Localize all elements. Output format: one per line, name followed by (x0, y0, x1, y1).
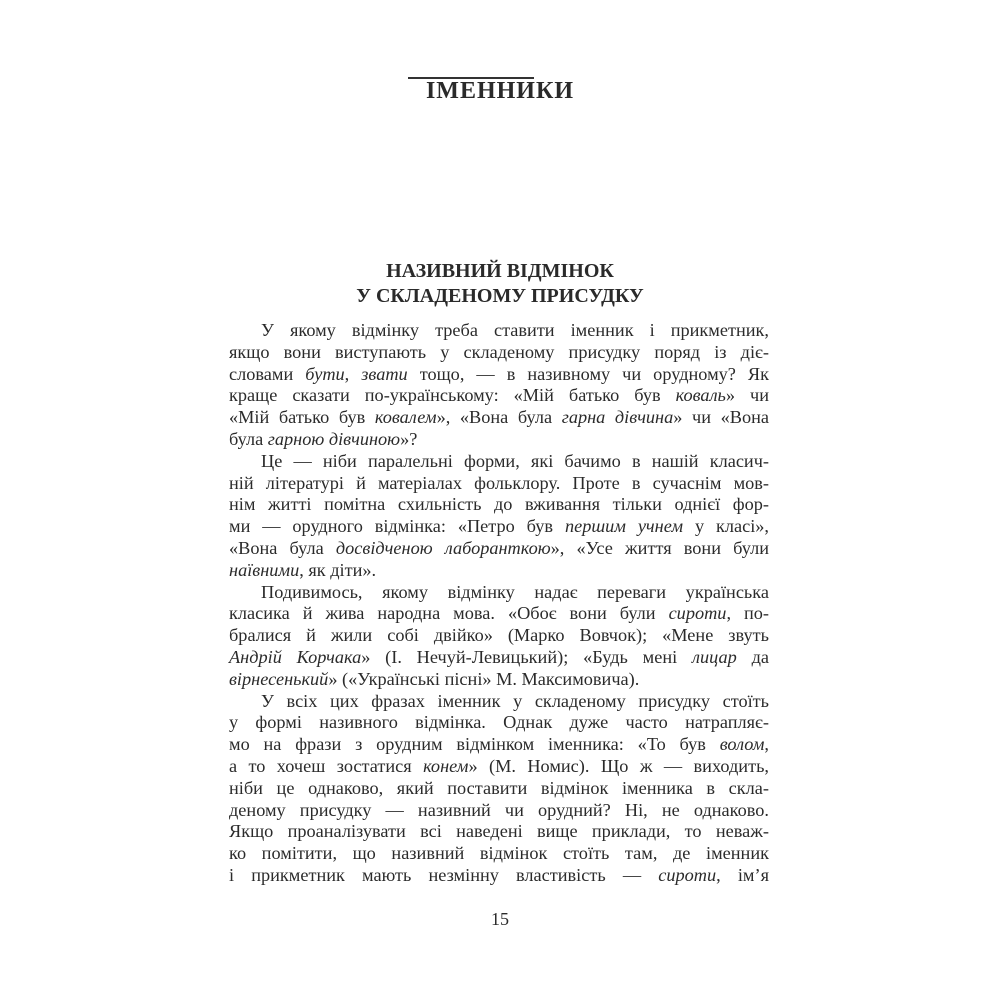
text-line (229, 669, 769, 691)
paragraph (229, 582, 769, 691)
italic-example: вірнесенький (229, 668, 329, 689)
text-span: , як діти». (299, 559, 377, 580)
text-span: «Мій батько був (229, 407, 375, 428)
italic-example: наївними (229, 559, 300, 580)
text-span: » (І. Нечуй-Левицький); «Будь мені (361, 646, 693, 667)
chapter-title: ІМЕННИКИ (425, 78, 575, 104)
text-span: якщо вони виступають у складеному присудку поряд із діє- (229, 341, 769, 362)
italic-example: гарна дівчина (561, 407, 674, 428)
text-line (229, 385, 769, 407)
italic-example: гарною дівчиною (267, 428, 401, 449)
body-text (229, 320, 769, 887)
text-line (229, 429, 769, 451)
section-title-line-1: НАЗИВНИЙ ВІДМІНОК (386, 260, 614, 282)
paragraph (229, 451, 769, 582)
text-span: а то хочеш зостатися (229, 755, 424, 776)
text-line (229, 843, 769, 865)
text-span: тощо, — в називному чи орудному? Як (407, 363, 769, 384)
text-span: У всіх цих фразах іменник у складеному присудку стоїть (261, 690, 769, 711)
text-line (229, 494, 769, 516)
text-line (229, 647, 769, 669)
text-span: була (229, 428, 268, 449)
text-span: » (М. Номис). Що ж — виходить, (468, 755, 769, 776)
italic-example: лицар (692, 646, 737, 667)
text-line (229, 516, 769, 538)
italic-example: конем (423, 755, 469, 776)
text-span: » («Українські пісні» М. Максимовича). (328, 668, 640, 689)
text-span: класика й жива народна мова. «Обоє вони були (229, 603, 669, 624)
text-line (229, 320, 769, 342)
text-span: Це — ніби паралельні форми, які бачимо в нашій класич- (261, 450, 769, 471)
text-span: ній літературі й матеріалах фольклору. Проте в сучаснім мов- (229, 472, 769, 493)
text-line (229, 451, 769, 473)
text-line (229, 407, 769, 429)
italic-example: сироти (668, 603, 727, 624)
text-span: , ім’я (716, 864, 769, 885)
text-line (229, 560, 769, 582)
paragraph (229, 320, 769, 451)
text-line (229, 691, 769, 713)
italic-example: волом (719, 734, 765, 755)
text-span: бралися й жили собі двійко» (Марко Вовчок); «Мене звуть (229, 625, 769, 646)
text-span: словами (229, 363, 306, 384)
italic-example: звати (361, 363, 408, 384)
text-span: » чи «Вона (673, 407, 769, 428)
text-line (229, 712, 769, 734)
text-line (229, 821, 769, 843)
text-line (229, 582, 769, 604)
italic-example: Андрій Корчака (229, 646, 362, 667)
text-span: У якому відмінку треба ставити іменник і прикметник, (261, 320, 769, 340)
text-line (229, 778, 769, 800)
text-span: і прикметник мають незмінну властивість — (229, 864, 659, 885)
text-span: , (764, 734, 769, 755)
text-span: мо на фрази з орудним відмінком іменника: «То був (229, 734, 720, 755)
text-span: у класі», (683, 516, 769, 537)
text-span: Якщо проаналізувати всі наведені вище приклади, то неваж- (229, 821, 769, 842)
text-span: да (736, 646, 769, 667)
text-line (229, 473, 769, 495)
text-span: ми — орудного відмінка: «Петро був (229, 516, 565, 537)
text-span: », «Вона була (436, 407, 562, 428)
italic-example: сироти (658, 864, 717, 885)
text-span: ніби це однаково, який поставити відмінок іменника в скла- (229, 777, 769, 798)
text-span: «Вона була (229, 537, 336, 558)
italic-example: коваль (675, 385, 726, 406)
text-span: у формі називного відмінка. Однак дуже часто натрапляє- (229, 712, 769, 733)
page-number: 15 (491, 909, 509, 929)
italic-example: першим учнем (564, 516, 684, 537)
italic-example: ковалем (374, 407, 437, 428)
text-span: , по- (726, 603, 770, 624)
text-line (229, 538, 769, 560)
text-span: », «Усе життя вони були (550, 537, 770, 558)
text-line (229, 603, 769, 625)
text-line (229, 756, 769, 778)
text-line (229, 865, 769, 887)
text-span: , (344, 363, 362, 384)
italic-example: досвідченою лаборанткою (335, 537, 551, 558)
text-span: Подивимось, якому відмінку надає переваги українська (261, 581, 769, 602)
text-line (229, 734, 769, 756)
text-line (229, 800, 769, 822)
text-span: ко помітити, що називний відмінок стоїть там, де іменник (229, 843, 769, 864)
text-line (229, 625, 769, 647)
section-title-line-2: У СКЛАДЕНОМУ ПРИСУДКУ (356, 285, 644, 307)
paragraph (229, 691, 769, 887)
text-span: краще сказати по-українському: «Мій батько був (229, 385, 676, 406)
text-line (229, 342, 769, 364)
text-span: »? (400, 428, 418, 449)
text-line (229, 364, 769, 386)
text-span: » чи (725, 385, 769, 406)
italic-example: бути (305, 363, 345, 384)
text-span: нім житті помітна схильність до вживання тільки однієї фор- (229, 494, 769, 515)
text-span: деному присудку — називний чи орудний? Ні, не однаково. (229, 799, 769, 820)
